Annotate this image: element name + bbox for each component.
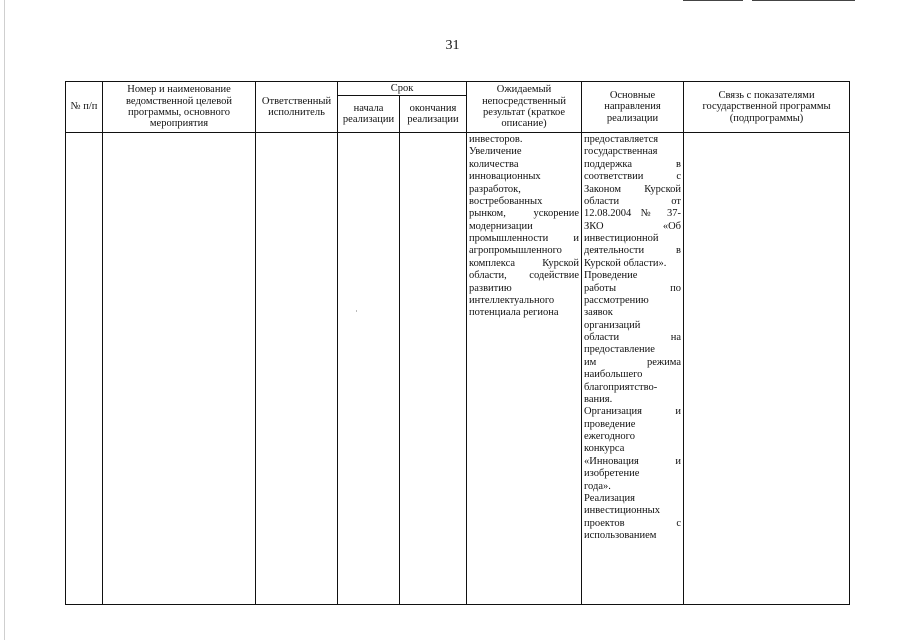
text-line: модернизации xyxy=(469,220,533,232)
text-line: 12.08.2004 № 37- xyxy=(584,208,682,220)
text-line: области, содействие xyxy=(469,270,580,282)
header-executor: Ответственный исполнитель xyxy=(256,82,338,133)
cell-indicators-link xyxy=(684,133,850,605)
text-line: области от xyxy=(584,195,682,207)
text-line: предоставляется xyxy=(584,134,659,145)
header-term: Срок xyxy=(338,82,467,96)
header-program-name: Номер и наименование ведомственной целевой программы, основного мероприятия xyxy=(103,82,256,133)
text-line: деятельности в xyxy=(584,245,682,257)
cell-term-end xyxy=(400,133,467,605)
text-line: развитию xyxy=(469,282,512,294)
cell-expected-result xyxy=(467,133,582,605)
cell-program-name xyxy=(103,133,256,605)
top-rule-left xyxy=(683,0,743,1)
text-line: года». xyxy=(584,480,611,492)
header-term-start: начала реализации xyxy=(338,96,400,133)
text-line: ЗКО «Об xyxy=(584,220,682,232)
text-line: соответствии с xyxy=(584,171,682,183)
text-line: проектов с xyxy=(584,517,682,529)
text-line: «Инновация и xyxy=(584,455,682,467)
text-line: интеллектуального xyxy=(469,294,555,306)
text-line: рынком, ускорение xyxy=(469,208,580,220)
text-line: Курской области». xyxy=(584,257,667,269)
top-rule-right xyxy=(752,0,855,1)
cell-term-start xyxy=(338,133,400,605)
cell-executor xyxy=(256,133,338,605)
text-line: государственная xyxy=(584,146,658,158)
header-directions: Основные направления реализации xyxy=(582,82,684,133)
text-line: промышленности и xyxy=(469,233,580,244)
text-line: проведение xyxy=(584,418,636,430)
text-line: использованием xyxy=(584,530,657,541)
header-expected-result: Ожидаемый непосредственный результат (краткое описание) xyxy=(467,82,582,133)
text-line: рассмотрению xyxy=(584,294,649,306)
text-line: инновационных xyxy=(469,171,541,183)
text-line: поддержка в xyxy=(584,158,682,170)
text-line: организаций xyxy=(584,319,641,331)
text-line: инвестиционной xyxy=(584,233,659,244)
header-indicators-link: Связь с показателями государственной программы (подпрограммы) xyxy=(684,82,850,133)
text-line: Законом Курской xyxy=(584,183,682,195)
text-line: им режима xyxy=(584,356,682,368)
page-number: 31 xyxy=(445,38,460,53)
text-line: потенциала региона xyxy=(469,307,559,319)
text-line: востребованных xyxy=(469,195,543,207)
text-line: предоставление xyxy=(584,344,655,356)
text-line: Увеличение xyxy=(469,146,522,158)
text-line: Организация и xyxy=(584,406,682,418)
table-row xyxy=(66,133,850,605)
text-line: заявок xyxy=(584,307,613,319)
text-line: комплекса Курской xyxy=(469,257,580,269)
text-line: вания. xyxy=(584,393,613,405)
text-line: агропромышленного xyxy=(469,245,562,257)
cell-directions xyxy=(582,133,684,605)
header-number: № п/п xyxy=(66,82,103,133)
text-line: Проведение xyxy=(584,270,638,282)
scan-speck xyxy=(356,310,357,312)
text-line: разработок, xyxy=(469,183,521,195)
text-line: инвестиционных xyxy=(584,505,660,517)
text-line: Реализация xyxy=(584,492,635,504)
text-line: области на xyxy=(584,332,682,343)
header-term-end: окончания реализации xyxy=(400,96,467,133)
text-line: конкурса xyxy=(584,443,625,455)
text-line: работы по xyxy=(584,282,682,294)
page-edge xyxy=(4,0,5,640)
program-table xyxy=(65,81,850,605)
text-line: благоприятство- xyxy=(584,381,658,393)
text-line: инвесторов. xyxy=(469,134,523,145)
text-line: количества xyxy=(469,158,519,170)
text-line: изобретение xyxy=(584,468,640,480)
text-line: наибольшего xyxy=(584,369,643,381)
cell-number xyxy=(66,133,103,605)
text-line: ежегодного xyxy=(584,431,635,442)
